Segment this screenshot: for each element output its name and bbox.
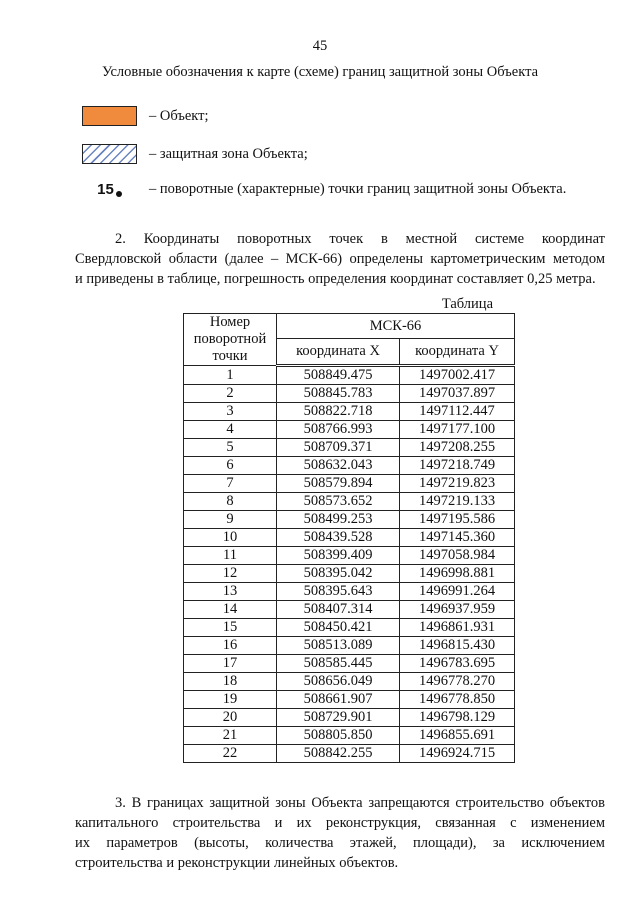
point-number-cell: 2 bbox=[184, 385, 277, 403]
y-coordinate-cell: 1497219.823 bbox=[400, 475, 515, 493]
paragraph-restrictions bbox=[75, 793, 605, 873]
table-row bbox=[184, 727, 515, 745]
x-coordinate-cell: 508395.042 bbox=[277, 565, 400, 583]
table-row bbox=[184, 637, 515, 655]
point-number-cell: 19 bbox=[184, 691, 277, 709]
paragraph-line: и приведены в таблице, погрешность определения координат составляет 0,25 метра. bbox=[75, 271, 596, 287]
x-coordinate-cell: 508407.314 bbox=[277, 601, 400, 619]
y-coordinate-cell: 1497058.984 bbox=[400, 547, 515, 565]
point-number-cell: 17 bbox=[184, 655, 277, 673]
object-swatch bbox=[82, 106, 137, 126]
paragraph-line: строительства и реконструкции линейных объектов. bbox=[75, 855, 399, 871]
table-row bbox=[184, 403, 515, 421]
point-number-cell: 7 bbox=[184, 475, 277, 493]
page-number: 45 bbox=[312, 38, 328, 54]
point-number-cell: 22 bbox=[184, 745, 277, 763]
x-coordinate-cell: 508632.043 bbox=[277, 457, 400, 475]
x-coordinate-cell: 508450.421 bbox=[277, 619, 400, 637]
table-row bbox=[184, 673, 515, 691]
y-coordinate-cell: 1497177.100 bbox=[400, 421, 515, 439]
x-coordinate-cell: 508845.783 bbox=[277, 385, 400, 403]
x-coordinate-cell: 508842.255 bbox=[277, 745, 400, 763]
y-coordinate-cell: 1497208.255 bbox=[400, 439, 515, 457]
point-number-cell: 16 bbox=[184, 637, 277, 655]
legend-title: Условные обозначения к карте (схеме) границ защитной зоны Объекта bbox=[101, 64, 539, 80]
table-row bbox=[184, 457, 515, 475]
x-coordinate-cell: 508729.901 bbox=[277, 709, 400, 727]
x-coordinate-cell: 508573.652 bbox=[277, 493, 400, 511]
x-coordinate-cell: 508579.894 bbox=[277, 475, 400, 493]
point-number-cell: 5 bbox=[184, 439, 277, 457]
x-coordinate-cell: 508766.993 bbox=[277, 421, 400, 439]
y-coordinate-cell: 1497145.360 bbox=[400, 529, 515, 547]
point-number-cell: 1 bbox=[184, 366, 277, 385]
point-number-cell: 3 bbox=[184, 403, 277, 421]
y-coordinate-cell: 1497219.133 bbox=[400, 493, 515, 511]
x-coordinate-cell: 508661.907 bbox=[277, 691, 400, 709]
table-row bbox=[184, 421, 515, 439]
y-coordinate-cell: 1496991.264 bbox=[400, 583, 515, 601]
table-row bbox=[184, 475, 515, 493]
x-coordinate-cell: 508822.718 bbox=[277, 403, 400, 421]
paragraph-line: 3. В границах защитной зоны Объекта запрещаются строительство объектов bbox=[115, 795, 605, 811]
point-number-cell: 15 bbox=[184, 619, 277, 637]
point-number-cell: 20 bbox=[184, 709, 277, 727]
y-coordinate-cell: 1496924.715 bbox=[400, 745, 515, 763]
header-x: координата X bbox=[277, 339, 400, 366]
x-coordinate-cell: 508439.528 bbox=[277, 529, 400, 547]
y-coordinate-cell: 1496798.129 bbox=[400, 709, 515, 727]
point-number-cell: 9 bbox=[184, 511, 277, 529]
zone-hatch-swatch bbox=[82, 144, 137, 164]
point-marker-icon bbox=[82, 181, 137, 198]
paragraph-coordinates bbox=[75, 229, 605, 289]
x-coordinate-cell: 508513.089 bbox=[277, 637, 400, 655]
y-coordinate-cell: 1496783.695 bbox=[400, 655, 515, 673]
x-coordinate-cell: 508585.445 bbox=[277, 655, 400, 673]
table-row bbox=[184, 745, 515, 763]
table-row bbox=[184, 439, 515, 457]
table-row bbox=[184, 385, 515, 403]
table-row bbox=[184, 655, 515, 673]
table-row bbox=[184, 565, 515, 583]
x-coordinate-cell: 508656.049 bbox=[277, 673, 400, 691]
point-number-cell: 4 bbox=[184, 421, 277, 439]
point-number-cell: 12 bbox=[184, 565, 277, 583]
y-coordinate-cell: 1496855.691 bbox=[400, 727, 515, 745]
y-coordinate-cell: 1497112.447 bbox=[400, 403, 515, 421]
table-row bbox=[184, 691, 515, 709]
point-number-cell: 14 bbox=[184, 601, 277, 619]
point-marker-number: 15 bbox=[97, 180, 114, 198]
table-row bbox=[184, 511, 515, 529]
x-coordinate-cell: 508499.253 bbox=[277, 511, 400, 529]
legend-item-zone-label: – защитная зона Объекта; bbox=[149, 145, 308, 162]
coordinates-table bbox=[183, 313, 515, 763]
header-y: координата Y bbox=[400, 339, 515, 366]
legend-item-object bbox=[82, 105, 209, 127]
y-coordinate-cell: 1497218.749 bbox=[400, 457, 515, 475]
table-row bbox=[184, 366, 515, 385]
point-number-cell: 8 bbox=[184, 493, 277, 511]
y-coordinate-cell: 1497195.586 bbox=[400, 511, 515, 529]
paragraph-line: Свердловской области (далее – МСК-66) определены картометрическим методом bbox=[75, 251, 605, 267]
point-number-cell: 10 bbox=[184, 529, 277, 547]
legend-item-object-label: – Объект; bbox=[149, 107, 209, 124]
point-number-cell: 13 bbox=[184, 583, 277, 601]
table-caption: Таблица bbox=[441, 296, 493, 312]
y-coordinate-cell: 1496778.270 bbox=[400, 673, 515, 691]
header-point-number: Номер поворотной точки bbox=[184, 314, 277, 366]
table-row bbox=[184, 619, 515, 637]
table-row bbox=[184, 583, 515, 601]
table-row bbox=[184, 493, 515, 511]
point-dot-icon bbox=[116, 191, 122, 197]
paragraph-line: капитального строительства и их реконструкция, связанная с изменением bbox=[75, 815, 605, 831]
y-coordinate-cell: 1497037.897 bbox=[400, 385, 515, 403]
x-coordinate-cell: 508849.475 bbox=[277, 366, 400, 385]
table-body bbox=[184, 366, 515, 763]
paragraph-line: 2. Координаты поворотных точек в местной системе координат bbox=[115, 231, 605, 247]
x-coordinate-cell: 508399.409 bbox=[277, 547, 400, 565]
legend-item-point bbox=[82, 178, 566, 200]
table-row bbox=[184, 529, 515, 547]
y-coordinate-cell: 1496778.850 bbox=[400, 691, 515, 709]
y-coordinate-cell: 1496861.931 bbox=[400, 619, 515, 637]
header-coordinate-system: МСК-66 bbox=[277, 314, 515, 339]
paragraph-line: их параметров (высоты, количества этажей, площади), за исключением bbox=[75, 835, 605, 851]
table-row bbox=[184, 547, 515, 565]
legend-item-zone bbox=[82, 143, 308, 165]
y-coordinate-cell: 1497002.417 bbox=[400, 366, 515, 385]
table-row bbox=[184, 709, 515, 727]
legend-item-point-label: – поворотные (характерные) точки границ защитной зоны Объекта. bbox=[149, 180, 567, 197]
point-number-cell: 6 bbox=[184, 457, 277, 475]
x-coordinate-cell: 508709.371 bbox=[277, 439, 400, 457]
point-number-cell: 11 bbox=[184, 547, 277, 565]
y-coordinate-cell: 1496815.430 bbox=[400, 637, 515, 655]
x-coordinate-cell: 508395.643 bbox=[277, 583, 400, 601]
y-coordinate-cell: 1496937.959 bbox=[400, 601, 515, 619]
y-coordinate-cell: 1496998.881 bbox=[400, 565, 515, 583]
point-number-cell: 18 bbox=[184, 673, 277, 691]
table-row bbox=[184, 601, 515, 619]
x-coordinate-cell: 508805.850 bbox=[277, 727, 400, 745]
point-number-cell: 21 bbox=[184, 727, 277, 745]
